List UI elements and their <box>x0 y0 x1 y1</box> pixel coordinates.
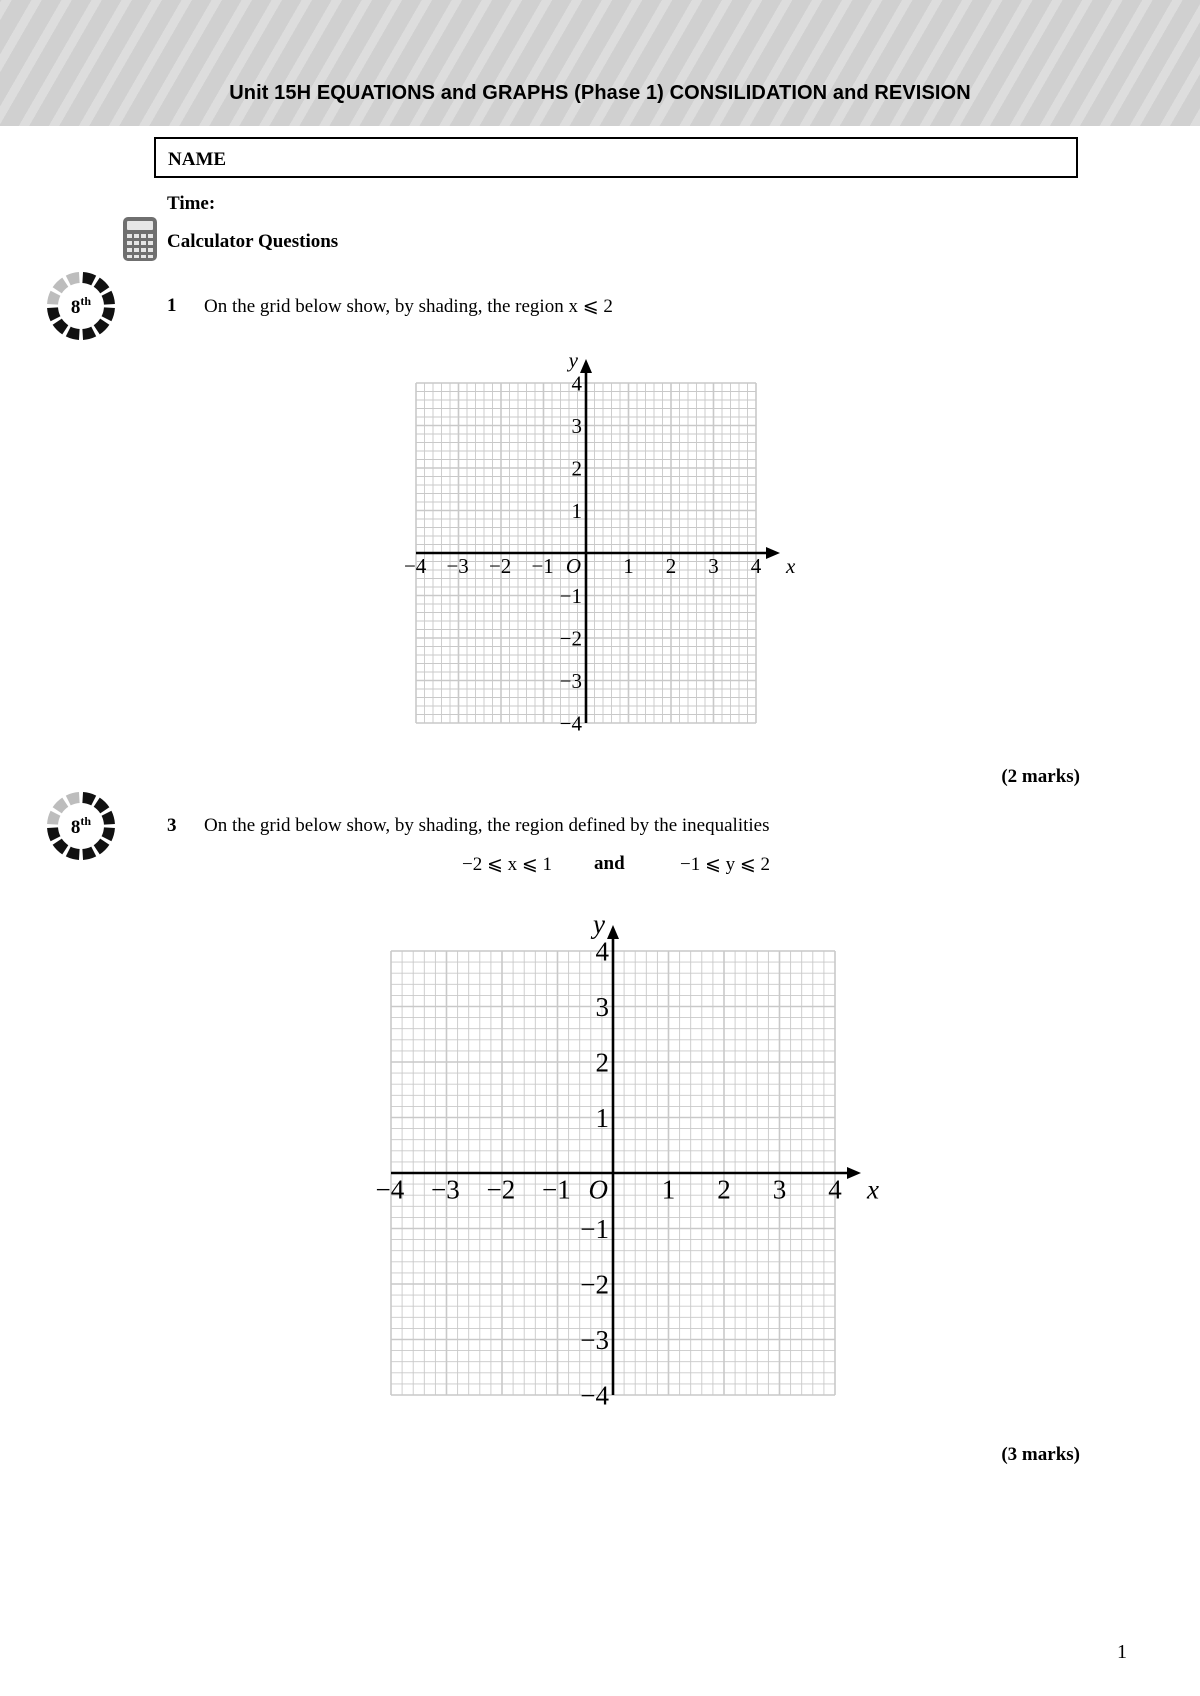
badge-segment <box>82 327 96 340</box>
y-tick-label: −4 <box>559 711 582 735</box>
y-tick-label: −4 <box>580 1380 609 1411</box>
y-tick-label: 2 <box>595 1047 609 1078</box>
section-title: Calculator Questions <box>167 231 339 252</box>
x-tick-label: 4 <box>828 1174 842 1205</box>
grade-badge-icon <box>45 790 117 862</box>
x-axis-arrow <box>847 1167 861 1179</box>
x-tick-label: 2 <box>665 553 677 578</box>
y-tick-label: 4 <box>571 371 582 396</box>
y-axis-label: y <box>568 348 578 372</box>
y-tick-label: −1 <box>580 1213 609 1244</box>
badge-segment <box>66 272 80 285</box>
coordinate-grid[interactable] <box>360 895 890 1415</box>
y-axis-label: y <box>593 909 605 939</box>
coordinate-grid[interactable] <box>400 340 800 735</box>
x-tick-label: 2 <box>717 1174 731 1205</box>
x-tick-label: 1 <box>661 1174 676 1205</box>
question-text: On the grid below show, by shading, the region x ⩽ 2 <box>204 296 613 317</box>
x-tick-label: −1 <box>531 553 554 578</box>
badge-segment <box>94 839 110 855</box>
x-tick-label: 4 <box>750 553 762 578</box>
badge-segment <box>82 272 96 285</box>
question-number: 1 <box>167 295 177 316</box>
badge-segment <box>94 798 110 814</box>
x-tick-label: −4 <box>375 1174 405 1205</box>
origin-label: O <box>588 1174 608 1205</box>
y-tick-label: −3 <box>580 1324 609 1355</box>
time-label: Time: <box>167 193 216 214</box>
badge-label: 8th <box>70 814 92 838</box>
inequality-y: −1 ⩽ y ⩽ 2 <box>680 854 771 875</box>
x-tick-label: 3 <box>772 1174 787 1205</box>
y-tick-label: 3 <box>595 991 609 1022</box>
badge-segment <box>47 811 60 825</box>
badge-segment <box>53 798 69 814</box>
badge-segment <box>66 327 80 340</box>
badge-segment <box>102 811 115 825</box>
badge-segment <box>102 291 115 305</box>
y-tick-label: −3 <box>559 668 582 693</box>
inequality-connector: and <box>594 853 625 874</box>
origin-label: O <box>565 553 581 578</box>
inequality-x: −2 ⩽ x ⩽ 1 <box>462 854 553 875</box>
name-label: NAME <box>168 149 227 170</box>
question-text: On the grid below show, by shading, the region defined by the inequalities <box>204 815 770 836</box>
y-tick-label: 4 <box>595 936 609 967</box>
x-axis-label: x <box>867 1174 879 1205</box>
badge-segment <box>66 847 80 860</box>
badge-segment <box>53 319 69 335</box>
x-tick-label: −2 <box>488 553 512 578</box>
badge-label: 8th <box>70 294 92 318</box>
y-tick-label: −2 <box>559 626 582 651</box>
y-tick-label: 3 <box>571 413 582 438</box>
x-tick-label: 3 <box>708 553 719 578</box>
x-tick-label: −1 <box>542 1174 571 1205</box>
badge-segment <box>102 307 115 321</box>
y-tick-label: 1 <box>595 1102 609 1133</box>
y-tick-label: −2 <box>580 1269 609 1300</box>
header-banner <box>0 0 1200 126</box>
badge-segment <box>53 839 69 855</box>
marks-label: (3 marks) <box>1001 1444 1080 1465</box>
badge-segment <box>94 319 110 335</box>
y-tick-label: −1 <box>559 583 582 608</box>
badge-segment <box>82 792 96 805</box>
page-number: 1 <box>1117 1641 1127 1663</box>
badge-segment <box>94 278 110 294</box>
grade-badge-icon <box>45 270 117 342</box>
badge-segment <box>47 307 60 321</box>
x-tick-label: −2 <box>486 1174 516 1205</box>
x-axis-label: x <box>786 553 796 578</box>
badge-segment <box>47 827 60 841</box>
badge-segment <box>102 827 115 841</box>
marks-label: (2 marks) <box>1001 766 1080 787</box>
question-number: 3 <box>167 815 177 836</box>
x-tick-label: −4 <box>403 553 427 578</box>
calculator-icon <box>122 216 158 262</box>
y-tick-label: 2 <box>571 456 582 481</box>
x-tick-label: −3 <box>431 1174 460 1205</box>
x-axis-arrow <box>766 547 780 559</box>
y-tick-label: 1 <box>571 498 582 523</box>
badge-segment <box>82 847 96 860</box>
badge-segment <box>47 291 60 305</box>
x-tick-label: 1 <box>623 553 634 578</box>
badge-segment <box>53 278 69 294</box>
name-field[interactable] <box>154 137 1078 178</box>
badge-segment <box>66 792 80 805</box>
page-title: Unit 15H EQUATIONS and GRAPHS (Phase 1) CONSILIDATION and REVISION <box>229 82 971 104</box>
x-tick-label: −3 <box>446 553 469 578</box>
